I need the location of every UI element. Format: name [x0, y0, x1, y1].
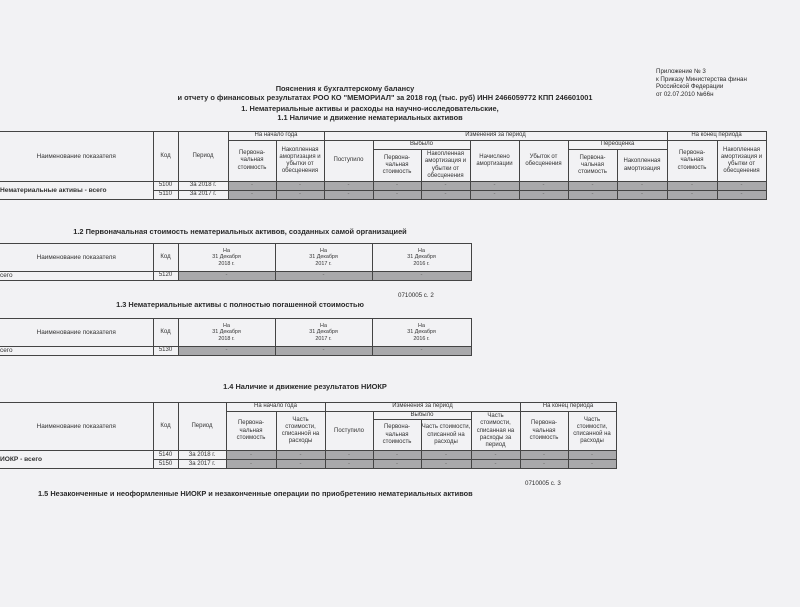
cell-value: - — [275, 347, 372, 356]
col-header-reval-initial: Первона-чальная стоимость — [568, 150, 617, 182]
cell-value: - — [373, 191, 421, 200]
col-header-received: Поступило — [325, 412, 373, 451]
col-header-accrued-amort: Начислено амортизации — [470, 141, 519, 182]
row-period: За 2018 г. — [178, 182, 228, 191]
date-label: На — [223, 322, 230, 329]
cell-value: - — [471, 451, 520, 460]
section-1-1-title: 1.1 Наличие и движение нематериальных активов — [277, 113, 463, 122]
col-header-code: Код — [153, 403, 178, 451]
page-code: 0710005 с. 2 — [398, 292, 434, 299]
col-header-part-written: Часть стоимости, списанной на расходы — [276, 412, 325, 451]
cell-value: - — [372, 272, 471, 281]
col-header-name: Наименование показателя — [0, 244, 153, 272]
appendix-line: Российской Федерации — [656, 83, 724, 91]
date-label: На — [418, 247, 425, 254]
col-header-end-initial-cost: Первона-чальная стоимость — [667, 141, 717, 182]
cell-value: - — [372, 347, 471, 356]
cell-value: - — [717, 182, 766, 191]
cell-value: - — [275, 272, 372, 281]
subgroup-header-retired: Выбыло — [373, 412, 471, 420]
group-header-end: На конец периода — [667, 132, 766, 141]
col-header-initial-cost: Первона-чальная стоимость — [226, 412, 276, 451]
col-header-reval-amort: Накопленная амортизация — [617, 150, 667, 182]
cell-value: - — [373, 182, 421, 191]
row-period: За 2018 г. — [178, 451, 226, 460]
cell-value: - — [520, 460, 568, 469]
row-code: 5150 — [153, 460, 178, 469]
col-header-end-accum-amort: Накопленная амортизация и убытки от обесценения — [717, 141, 766, 182]
appendix-line: Приложение № 3 — [656, 68, 706, 75]
date-label: На — [320, 322, 327, 329]
cell-value: - — [276, 182, 324, 191]
date-label: 31 Декабря — [212, 329, 241, 336]
col-header-date-2018 — [178, 319, 275, 347]
cell-value: - — [470, 191, 519, 200]
cell-value: - — [667, 182, 717, 191]
group-header-start: На начало года — [226, 403, 325, 412]
cell-value: - — [178, 272, 275, 281]
subgroup-header-retired: Выбыло — [373, 141, 470, 150]
cell-value: - — [421, 182, 470, 191]
cell-value: - — [178, 347, 275, 356]
group-header-end: На конец периода — [520, 403, 616, 412]
row-code: 5110 — [153, 191, 178, 200]
col-header-code: Код — [153, 132, 178, 182]
col-header-date-2018 — [178, 244, 275, 272]
col-header-retired-part-written: Часть стоимости, списанной на расходы — [421, 420, 471, 451]
cell-value: - — [471, 460, 520, 469]
table-self-created-intangibles — [0, 243, 472, 281]
col-header-name: Наименование показателя — [0, 319, 153, 347]
col-header-code: Код — [153, 319, 178, 347]
col-header-date-2017 — [275, 319, 372, 347]
col-header-code: Код — [153, 244, 178, 272]
table-row — [0, 272, 471, 281]
col-header-impairment: Убыток от обесценения — [519, 141, 568, 182]
cell-value: - — [519, 182, 568, 191]
cell-value: - — [421, 451, 471, 460]
date-label: 2016 г. — [413, 260, 430, 267]
date-label: 31 Декабря — [407, 254, 436, 261]
section-1-title: 1. Нематериальные активы и расходы на научно-исследовательские, — [241, 104, 499, 113]
col-header-retired-initial: Первона-чальная стоимость — [373, 420, 421, 451]
table-rnd-results — [0, 402, 617, 469]
date-label: 2016 г. — [413, 335, 430, 342]
section-1-4-title: 1.4 Наличие и движение результатов НИОКР — [223, 382, 387, 391]
cell-value: - — [276, 191, 324, 200]
col-header-name: Наименование показателя — [0, 403, 153, 451]
cell-value: - — [276, 451, 325, 460]
cell-value: - — [617, 191, 667, 200]
date-label: На — [223, 247, 230, 254]
cell-value: - — [324, 182, 373, 191]
row-code: 5140 — [153, 451, 178, 460]
cell-value: - — [228, 191, 276, 200]
cell-value: - — [228, 182, 276, 191]
date-label: На — [418, 322, 425, 329]
section-1-5-title: 1.5 Незаконченные и неоформленные НИОКР и незаконченные операции по приобретению нематериальных активов — [38, 489, 473, 498]
table-row — [0, 347, 471, 356]
row-name: сего — [0, 347, 153, 356]
date-label: 2018 г. — [218, 335, 235, 342]
col-header-accum-amort: Накопленная амортизация и убытки от обесценения — [276, 141, 324, 182]
cell-value: - — [520, 451, 568, 460]
col-header-name: Наименование показателя — [0, 132, 153, 182]
cell-value: - — [617, 182, 667, 191]
cell-value: - — [325, 451, 373, 460]
row-code: 5120 — [153, 272, 178, 281]
col-header-date-2016 — [372, 244, 471, 272]
cell-value: - — [324, 191, 373, 200]
col-header-retired-amort: Накопленная амортизация и убытки от обесценения — [421, 150, 470, 182]
doc-title-line1: Пояснения к бухгалтерскому балансу — [275, 84, 415, 93]
date-label: 31 Декабря — [309, 254, 338, 261]
row-name: ИОКР - всего — [0, 451, 153, 469]
cell-value: - — [226, 451, 276, 460]
date-label: 31 Декабря — [407, 329, 436, 336]
appendix-note — [656, 68, 800, 98]
col-header-date-2017 — [275, 244, 372, 272]
appendix-line: к Приказу Министерства финан — [656, 75, 747, 83]
cell-value: - — [470, 182, 519, 191]
date-label: 31 Декабря — [309, 329, 338, 336]
table-fully-amortized-intangibles — [0, 318, 472, 356]
cell-value: - — [568, 191, 617, 200]
col-header-period: Период — [178, 403, 226, 451]
col-header-retired-initial: Первона-чальная стоимость — [373, 150, 421, 182]
cell-value: - — [519, 191, 568, 200]
date-label: На — [320, 247, 327, 254]
col-header-part-written-period: Часть стоимости, списанная на расходы за период — [471, 412, 520, 451]
cell-value: - — [226, 460, 276, 469]
col-header-end-initial-cost: Первона-чальная стоимость — [520, 412, 568, 451]
table-intangible-assets — [0, 131, 767, 200]
cell-value: - — [373, 460, 421, 469]
row-name: Нематериальные активы - всего — [0, 182, 153, 200]
date-label: 2017 г. — [315, 260, 332, 267]
appendix-line: от 02.07.2010 №66н — [656, 90, 714, 98]
row-name: сего — [0, 272, 153, 281]
col-header-received: Поступило — [324, 141, 373, 182]
cell-value: - — [373, 451, 421, 460]
cell-value: - — [421, 191, 470, 200]
cell-value: - — [667, 191, 717, 200]
col-header-period: Период — [178, 132, 228, 182]
col-header-end-part-written: Часть стоимости, списанной на расходы — [568, 412, 616, 451]
cell-value: - — [568, 182, 617, 191]
date-label: 31 Декабря — [212, 254, 241, 261]
cell-value: - — [421, 460, 471, 469]
cell-value: - — [568, 451, 616, 460]
cell-value: - — [717, 191, 766, 200]
cell-value: - — [325, 460, 373, 469]
doc-title-line2: и отчету о финансовых результатах РОО КО "МЕМОРИАЛ" за 2018 год (тыс. руб) ИНН 2466059772 КПП 246601001 — [177, 93, 593, 102]
subgroup-header-revaluation: Переоценка — [568, 141, 667, 150]
group-header-changes: Изменения за период — [324, 132, 667, 141]
row-code: 5130 — [153, 347, 178, 356]
page-code: 0710005 с. 3 — [525, 480, 561, 487]
row-code: 5100 — [153, 182, 178, 191]
row-period: За 2017 г. — [178, 191, 228, 200]
section-1-2-title: 1.2 Первоначальная стоимость нематериальных активов, созданных самой организацией — [73, 227, 407, 236]
date-label: 2018 г. — [218, 260, 235, 267]
group-header-start: На начало года — [228, 132, 324, 141]
table-row — [0, 182, 766, 191]
col-header-initial-cost: Первона-чальная стоимость — [228, 141, 276, 182]
group-header-changes: Изменения за период — [325, 403, 520, 412]
table-row — [0, 451, 616, 460]
section-1-3-title: 1.3 Нематериальные активы с полностью погашенной стоимостью — [116, 300, 364, 309]
cell-value: - — [568, 460, 616, 469]
col-header-date-2016 — [372, 319, 471, 347]
date-label: 2017 г. — [315, 335, 332, 342]
cell-value: - — [276, 460, 325, 469]
row-period: За 2017 г. — [178, 460, 226, 469]
